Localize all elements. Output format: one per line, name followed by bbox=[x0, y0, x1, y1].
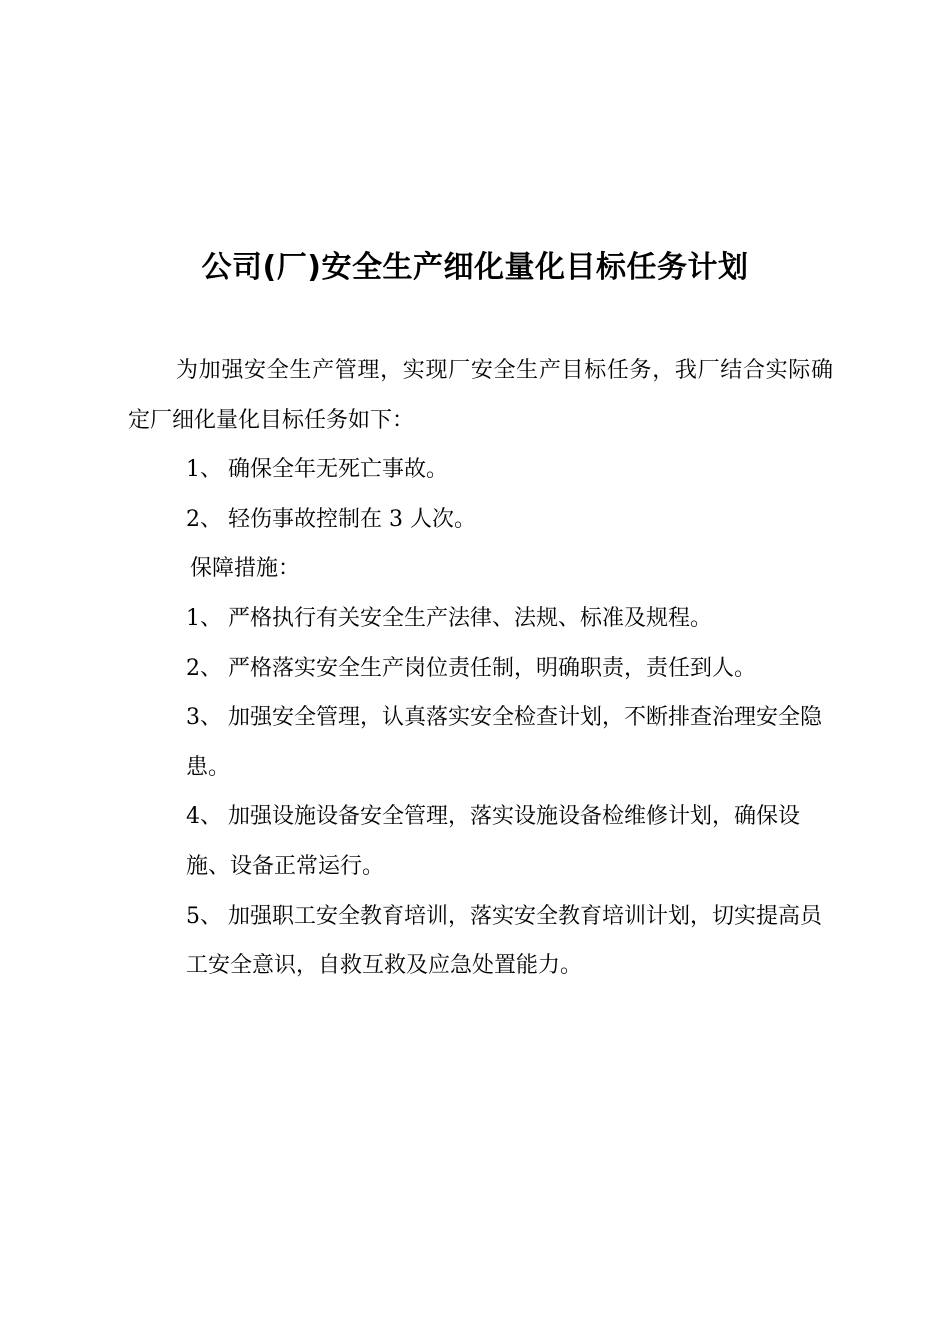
measure-item-text: 加强职工安全教育培训，落实安全教育培训计划，切实提高员工安全意识，自救互救及应急处置能力。 bbox=[186, 903, 823, 979]
measure-item-number: 1、 bbox=[186, 605, 222, 631]
measure-item-5 bbox=[128, 892, 833, 991]
measure-item-text: 严格落实安全生产岗位责任制，明确职责，责任到人。 bbox=[228, 655, 757, 681]
measure-item-text: 加强设施设备安全管理，落实设施设备检维修计划，确保设施、设备正常运行。 bbox=[186, 804, 801, 879]
target-item-number: 1、 bbox=[186, 457, 222, 483]
measure-item-2 bbox=[128, 644, 833, 694]
measure-item-number: 5、 bbox=[186, 903, 222, 929]
measure-item-3 bbox=[128, 693, 833, 792]
document-body bbox=[128, 346, 833, 991]
measure-item-4 bbox=[128, 792, 833, 891]
target-item-text: 轻伤事故控制在 3 人次。 bbox=[228, 506, 476, 532]
measure-item-text: 加强安全管理，认真落实安全检查计划，不断排查治理安全隐患。 bbox=[186, 705, 823, 780]
measure-item-number: 2、 bbox=[186, 655, 222, 681]
measure-item-1 bbox=[128, 594, 833, 644]
measures-heading: 保障措施： bbox=[190, 556, 301, 582]
measure-item-text: 严格执行有关安全生产法律、法规、标准及规程。 bbox=[228, 605, 713, 631]
intro-paragraph: 为加强安全生产管理，实现厂安全生产目标任务，我厂结合实际确定厂细化量化目标任务如下： bbox=[128, 358, 833, 433]
target-item-1 bbox=[128, 445, 833, 495]
measure-item-number: 4、 bbox=[186, 804, 222, 830]
document-title: 公司(厂)安全生产细化量化目标任务计划 bbox=[201, 250, 749, 285]
target-item-2 bbox=[128, 495, 833, 545]
target-item-text: 确保全年无死亡事故。 bbox=[228, 457, 449, 483]
target-item-number: 2、 bbox=[186, 506, 222, 532]
measure-item-number: 3、 bbox=[186, 705, 222, 731]
